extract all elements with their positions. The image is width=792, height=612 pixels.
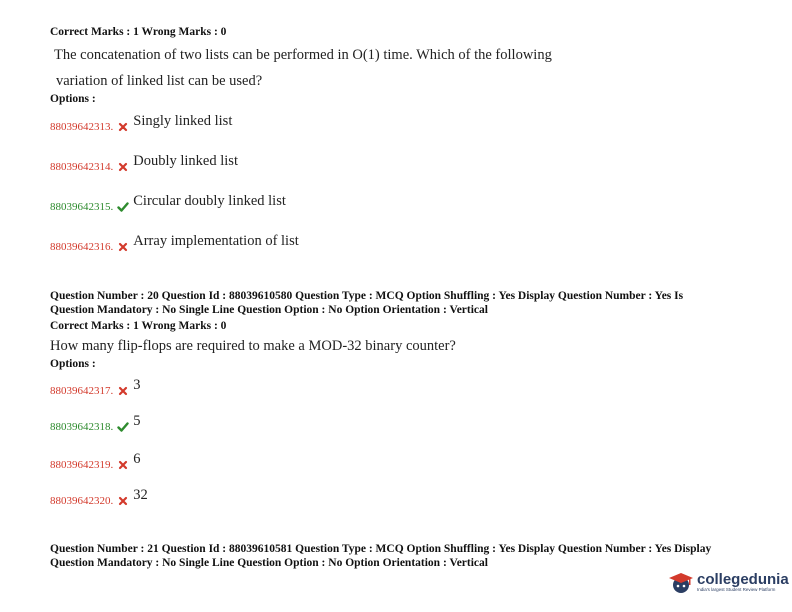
option-row — [50, 233, 299, 255]
option-text: Singly linked list — [133, 113, 233, 129]
option-id: 88039642319. — [50, 458, 114, 471]
option-text: 32 — [133, 487, 148, 503]
option-id: 88039642318. — [50, 420, 114, 433]
q20-header-line2: Question Mandatory : No Single Line Question Option : No Option Orientation : Vertical — [50, 304, 488, 316]
check-icon — [117, 201, 129, 213]
option-id: 88039642320. — [50, 494, 114, 507]
cross-icon — [117, 459, 129, 471]
option-row — [50, 451, 141, 473]
q19-text-line2: variation of linked list can be used? — [56, 73, 263, 89]
q19-text-line1: The concatenation of two lists can be performed in O(1) time. Which of the following — [54, 47, 552, 63]
q21-header-line2: Question Mandatory : No Single Line Question Option : No Option Orientation : Vertical — [50, 557, 488, 569]
option-row — [50, 487, 148, 509]
option-text: 3 — [133, 377, 141, 393]
option-text: Circular doubly linked list — [133, 193, 286, 209]
option-text: Array implementation of list — [133, 233, 299, 249]
logo-tagline: India's largest Student Review Platform — [697, 587, 776, 592]
check-icon — [117, 421, 129, 433]
q21-header-line1: Question Number : 21 Question Id : 88039610581 Question Type : MCQ Option Shuffling : Yes Display Question Number : Yes Display — [50, 543, 712, 555]
collegedunia-logo — [668, 570, 789, 596]
cross-icon — [117, 385, 129, 397]
option-row — [50, 153, 238, 175]
option-id: 88039642314. — [50, 160, 114, 173]
option-text: 6 — [133, 451, 141, 467]
option-id: 88039642317. — [50, 384, 114, 397]
q19-marks: Correct Marks : 1 Wrong Marks : 0 — [50, 26, 227, 38]
logo-name: collegedunia — [697, 571, 789, 588]
q20-text: How many flip-flops are required to make a MOD-32 binary counter? — [50, 338, 456, 354]
option-row — [50, 413, 141, 435]
cross-icon — [117, 241, 129, 253]
graduate-cap-icon — [668, 570, 694, 596]
q20-options-label: Options : — [50, 358, 96, 370]
option-row — [50, 113, 233, 135]
q19-options-label: Options : — [50, 93, 96, 105]
cross-icon — [117, 121, 129, 133]
option-id: 88039642313. — [50, 120, 114, 133]
option-row — [50, 193, 286, 215]
option-text: 5 — [133, 413, 141, 429]
option-id: 88039642316. — [50, 240, 114, 253]
option-text: Doubly linked list — [133, 153, 238, 169]
option-row — [50, 377, 141, 399]
option-id: 88039642315. — [50, 200, 114, 213]
cross-icon — [117, 495, 129, 507]
q20-header-line1: Question Number : 20 Question Id : 88039610580 Question Type : MCQ Option Shuffling : Yes Display Question Number : Yes Is — [50, 290, 684, 302]
q20-marks: Correct Marks : 1 Wrong Marks : 0 — [50, 320, 227, 332]
cross-icon — [117, 161, 129, 173]
